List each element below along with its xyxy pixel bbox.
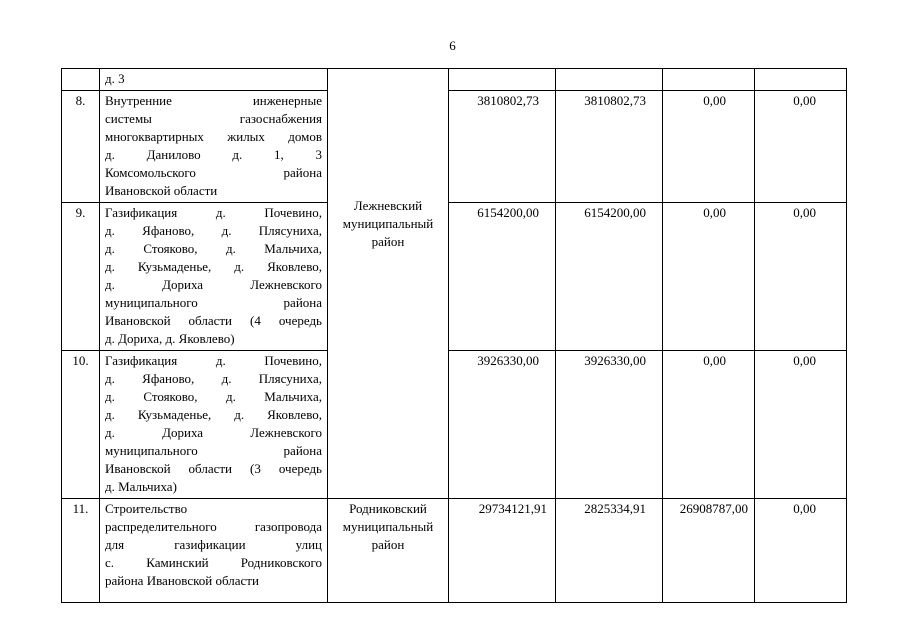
description-line: д. Дориха, д. Яковлево) (105, 331, 235, 346)
description-line: д. Яфаново, д. Плясуниха, (105, 371, 322, 386)
amount-col4: 0,00 (755, 499, 847, 603)
row-number: 8. (62, 91, 100, 203)
object-description (100, 499, 328, 603)
description-line: д. Стояково, д. Мальчиха, (105, 241, 322, 256)
description-line: для газификации улиц (105, 537, 322, 552)
description-line: д. 3 (105, 71, 125, 86)
amount-col3: 0,00 (663, 91, 755, 203)
table-row (62, 351, 847, 499)
total-amount: 3810802,73 (449, 91, 556, 203)
budget-amount: 3926330,00 (556, 351, 663, 499)
district-lezhnevsky: Лежневский муниципальный район (342, 198, 434, 249)
table-row (62, 91, 847, 203)
table-row (62, 203, 847, 351)
amount-col3: 0,00 (663, 351, 755, 499)
total-amount: 29734121,91 (449, 499, 556, 603)
description-line: д. Яфаново, д. Плясуниха, (105, 223, 322, 238)
funding-table (61, 68, 847, 603)
district-rodnikovsky: Родниковский муниципальный район (342, 501, 434, 552)
object-description (100, 203, 328, 351)
description-line: с. Каминский Родниковского (105, 555, 322, 570)
amount-col3 (663, 69, 755, 91)
amount-col4: 0,00 (755, 91, 847, 203)
description-line: Газификация д. Почевино, (105, 353, 322, 368)
budget-amount: 6154200,00 (556, 203, 663, 351)
district-cell (328, 499, 449, 603)
table-row (62, 499, 847, 603)
row-number: 11. (62, 499, 100, 603)
description-line: района Ивановской области (105, 573, 259, 588)
description-line: многоквартирных жилых домов (105, 129, 322, 144)
page-number: 6 (449, 38, 456, 53)
row-number: 10. (62, 351, 100, 499)
amount-col4: 0,00 (755, 351, 847, 499)
amount-col3: 0,00 (663, 203, 755, 351)
description-line: системы газоснабжения (105, 111, 322, 126)
description-line: д. Стояково, д. Мальчиха, (105, 389, 322, 404)
description-line: д. Кузьмаденье, д. Яковлево, (105, 407, 322, 422)
budget-amount (556, 69, 663, 91)
district-cell (328, 69, 449, 499)
object-description (100, 351, 328, 499)
budget-amount: 2825334,91 (556, 499, 663, 603)
total-amount: 6154200,00 (449, 203, 556, 351)
row-number: 9. (62, 203, 100, 351)
description-line: Ивановской области (4 очередь (105, 313, 322, 328)
object-description (100, 69, 328, 91)
description-line: Комсомольского района (105, 165, 322, 180)
table-row (62, 69, 847, 91)
description-line: д. Кузьмаденье, д. Яковлево, (105, 259, 322, 274)
row-number (62, 69, 100, 91)
amount-col3: 26908787,00 (663, 499, 755, 603)
object-description (100, 91, 328, 203)
amount-col4: 0,00 (755, 203, 847, 351)
description-line: муниципального района (105, 443, 322, 458)
description-line: д. Дориха Лежневского (105, 425, 322, 440)
description-line: Газификация д. Почевино, (105, 205, 322, 220)
description-line: Ивановской области (105, 183, 218, 198)
description-line: муниципального района (105, 295, 322, 310)
description-line: д. Мальчиха) (105, 479, 177, 494)
description-line: Ивановской области (3 очередь (105, 461, 322, 476)
description-line: д. Данилово д. 1, 3 (105, 147, 322, 162)
budget-amount: 3810802,73 (556, 91, 663, 203)
total-amount: 3926330,00 (449, 351, 556, 499)
total-amount (449, 69, 556, 91)
description-line: Внутренние инженерные (105, 93, 322, 108)
description-line: д. Дориха Лежневского (105, 277, 322, 292)
description-line: Строительство (105, 501, 188, 516)
description-line: распределительного газопровода (105, 519, 322, 534)
amount-col4 (755, 69, 847, 91)
